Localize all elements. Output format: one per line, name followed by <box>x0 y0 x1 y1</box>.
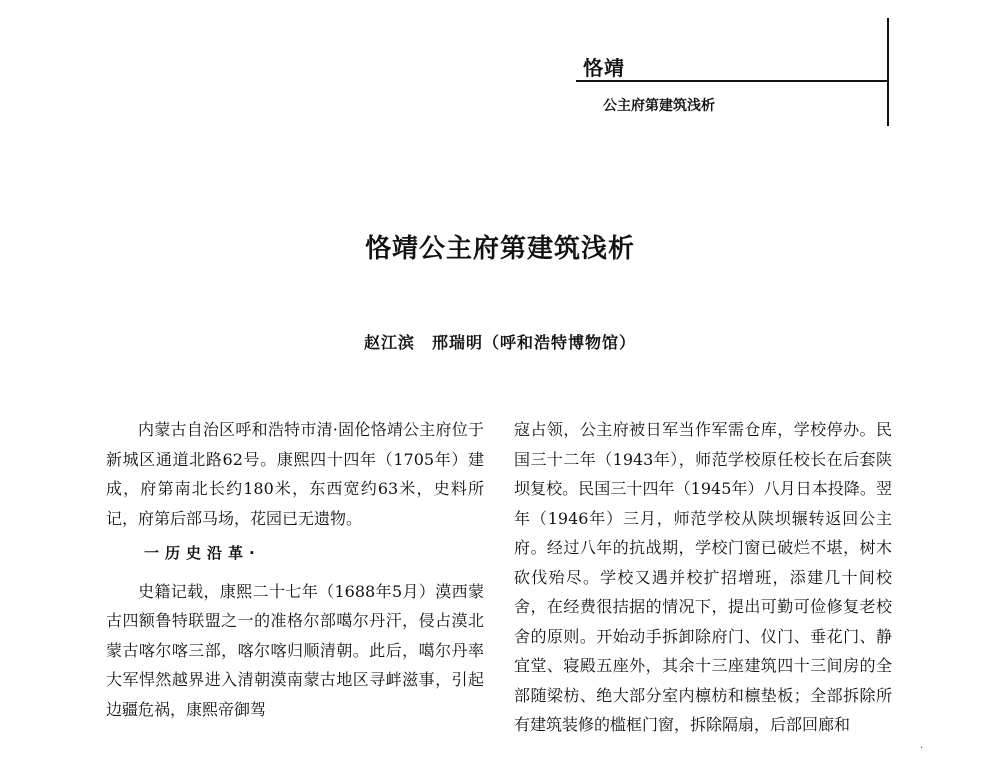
article-title: 恪靖公主府第建筑浅析 <box>364 234 635 264</box>
header-vertical-rule <box>887 18 889 126</box>
article-authors: 赵江滨 邢瑞明（呼和浩特博物馆） <box>363 333 636 352</box>
header-horizontal-rule <box>576 80 888 82</box>
left-column <box>106 415 484 724</box>
section-heading-history: 一历史沿革· <box>144 544 261 562</box>
margin-mark: · <box>920 743 924 754</box>
journal-header-subtitle: 公主府第建筑浅析 <box>603 98 715 114</box>
paragraph-intro: 内蒙古自治区呼和浩特市清·固伦恪靖公主府位于新城区通道北路62号。康熙四十四年（1705年）建成，府第南北长约180米，东西宽约63米，史料所记，府第后部马场，花园已无遗物。 <box>106 420 484 528</box>
journal-header-title: 恪靖 <box>583 56 625 80</box>
paragraph-continuation: 寇占领，公主府被日军当作军需仓库，学校停办。民国三十二年（1943年），师范学校原任校长在后套陕坝复校。民国三十四年（1945年）八月日本投降。翌年（1946年）三月，师范学校从陕坝辗转返回公主府。经过八年的抗战期，学校门窗已破烂不堪，树木砍伐殆尽。学校又遇并校扩招增班，添建几十间校舍，在经费很拮据的情况下，提出可勤可俭修复老校舍的原则。开始动手拆卸除府门、仪门、垂花门、静宜堂、寝殿五座外，其余十三座建筑四十三间房的全部随梁枋、绝大部分室内檩枋和檩垫板；全部拆除所有建筑装修的槛框门窗，拆除隔扇，后部回廊和 <box>514 420 892 734</box>
paragraph-history: 史籍记载，康熙二十七年（1688年5月）漠西蒙古四额鲁特联盟之一的准格尔部噶尔丹汗，侵占漠北蒙古喀尔喀三部，喀尔喀归顺清朝。此后，噶尔丹率大军悍然越界进入清朝漠南蒙古地区寻衅滋事，引起边疆危祸，康熙帝御驾 <box>106 581 484 719</box>
right-column <box>514 415 892 740</box>
